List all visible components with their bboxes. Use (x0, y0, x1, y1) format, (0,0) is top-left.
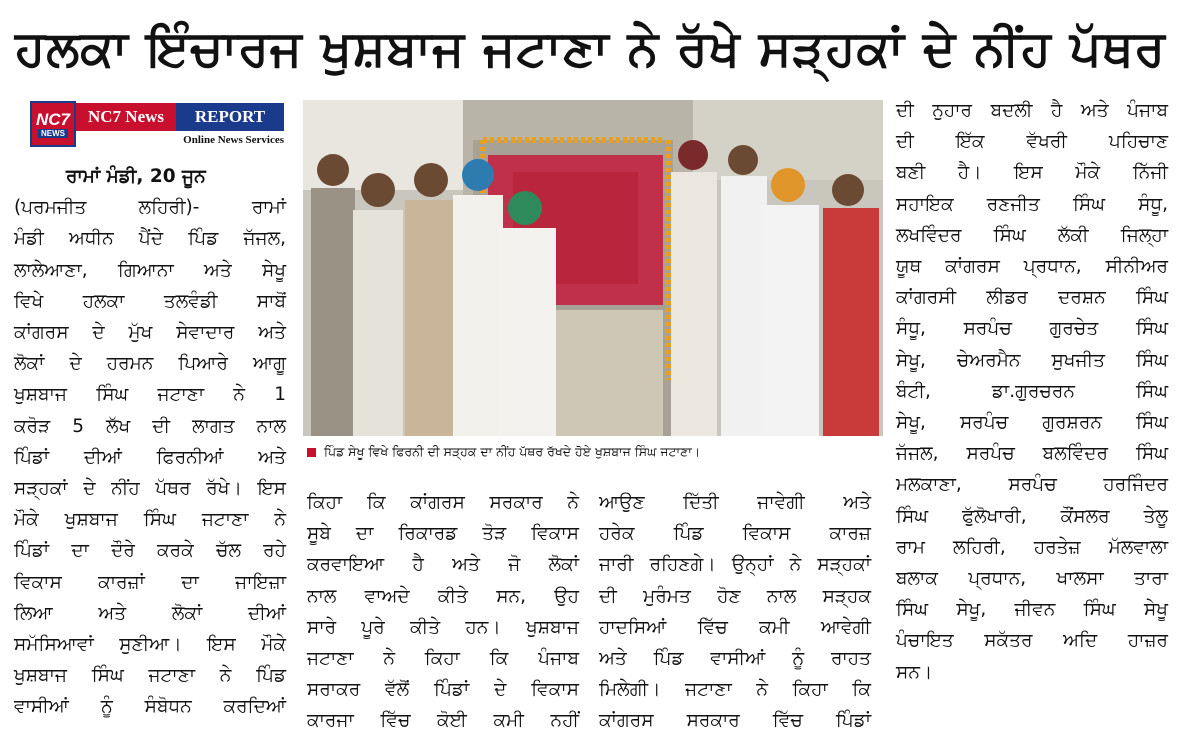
article-line: ਦੀ ਮੁਰੰਮਤ ਹੋਣ ਨਾਲ ਸੜ੍ਹਕ (599, 585, 871, 607)
article-line: ਸੂਬੇ ਦਾ ਰਿਕਾਰਡ ਤੋੜ ਵਿਕਾਸ (307, 523, 579, 545)
article-line: ਖੁਸ਼ਬਾਜ ਸਿੰਘ ਜਟਾਣਾ ਨੇ 1 (14, 384, 286, 406)
article-line: ਯੂਥ ਕਾਂਗਰਸ ਪ੍ਰਧਾਨ, ਸੀਨੀਅਰ (896, 256, 1168, 278)
logo-brand-text: NC7 News (76, 103, 176, 131)
article-line: ਮੌਕੇ ਖੁਸ਼ਬਾਜ ਸਿੰਘ ਜਟਾਣਾ ਨੇ (14, 509, 286, 531)
article-line: ਕਰੋੜ 5 ਲੱਖ ਦੀ ਲਾਗਤ ਨਾਲ (14, 415, 286, 437)
article-line: ਜਾਰੀ ਰਹਿਣਗੇ। ਉਨ੍ਹਾਂ ਨੇ ਸੜ੍ਹਕਾਂ (599, 554, 871, 576)
photo-image-icon (303, 100, 883, 436)
article-column-1 (14, 161, 286, 723)
article-line: ਪਿੰਡਾਂ ਦੀਆਂ ਫਿਰਨੀਆਂ ਅਤੇ (14, 446, 286, 468)
article-line: ਸਰਾਕਰ ਵੱਲੋਂ ਪਿੰਡਾਂ ਦੇ ਵਿਕਾਸ (307, 679, 579, 701)
article-line: ਵਿਕਾਸ ਕਾਰਜ਼ਾਂ ਦਾ ਜਾਇਜ਼ਾ (14, 571, 286, 593)
nc7-badge-icon: NC7 NEWS (30, 101, 76, 147)
article-line: ਕਾਂਗਰਸ ਦੇ ਮੁੱਖ ਸੇਵਾਦਾਰ ਅਤੇ (14, 322, 286, 344)
article-line: ਸਨ। (896, 661, 933, 683)
article-column-3 (599, 487, 871, 737)
article-column-2 (307, 487, 579, 737)
article-line: ਕਰਵਾਇਆ ਹੈ ਅਤੇ ਜੋ ਲੋਕਾਂ (307, 554, 579, 576)
article-line: ਬਣੀ ਹੈ। ਇਸ ਮੌਕੇ ਨਿੱਜੀ (896, 162, 1168, 184)
article-line: ਸੰਧੂ, ਸਰਪੰਚ ਗੁਰਚੇਤ ਸਿੰਘ (896, 318, 1168, 340)
article-line: ਰਾਮਾਂ ਮੰਡੀ, 20 ਜੂਨ (66, 166, 206, 187)
article-line: ਹਰੇਕ ਪਿੰਡ ਵਿਕਾਸ ਕਾਰਜ਼ (599, 523, 871, 545)
article-line: ਸਾਰੇ ਪੂਰੇ ਕੀਤੇ ਹਨ। ਖੁਸ਼ਬਾਜ (307, 616, 579, 638)
article-line: ਲਿਆ ਅਤੇ ਲੋਕਾਂ ਦੀਆਂ (14, 602, 286, 624)
article-line: ਆਉਣ ਦਿੱਤੀ ਜਾਵੇਗੀ ਅਤੇ (599, 492, 871, 513)
article-line: ਦੀ ਇੱਕ ਵੱਖਰੀ ਪਹਿਚਾਣ (896, 131, 1168, 153)
article-line: ਖੁਸ਼ਬਾਜ ਸਿੰਘ ਜਟਾਣਾ ਨੇ ਪਿੰਡ (14, 665, 286, 687)
article-line: ਪੰਚਾਇਤ ਸਕੱਤਰ ਅਦਿ ਹਾਜ਼ਰ (896, 630, 1168, 652)
logo-subtitle: Online News Services (183, 134, 284, 146)
article-line: ਸਿੰਘ ਫੁੱਲੋਖਾਰੀ, ਕੌਂਸਲਰ ਤੇਲੂ (896, 505, 1168, 527)
article-line: ਮੰਡੀ ਅਧੀਨ ਪੈਂਦੇ ਪਿੰਡ ਜੱਜਲ, (14, 228, 286, 250)
article-line: ਲਖਵਿੰਦਰ ਸਿੰਘ ਲੱਕੀ ਜਿਲ੍ਹਾ (896, 224, 1168, 246)
article-line: ਕਾਂਗਰਸੀ ਲੀਡਰ ਦਰਸ਼ਨ ਸਿੰਘ (896, 287, 1168, 309)
article-line: ਸਮੱਸਿਆਵਾਂ ਸੁਣੀਆ। ਇਸ ਮੌਕੇ (14, 634, 286, 656)
article-line: ਲੋਕਾਂ ਦੇ ਹਰਮਨ ਪਿਆਰੇ ਆਗੂ (14, 353, 286, 375)
headline: ਹਲਕਾ ਇੰਚਾਰਜ ਖੁਸ਼ਬਾਜ ਜਟਾਣਾ ਨੇ ਰੱਖੇ ਸੜ੍ਹਕਾਂ ਦੇ ਨੀਂਹ ਪੱਥਰ (15, 20, 1166, 77)
nc7-news-logo (30, 101, 284, 151)
article-line: ਨਾਲ ਵਾਅਦੇ ਕੀਤੇ ਸਨ, ਉਹ (307, 585, 579, 607)
photo-caption: ਪਿੰਡ ਸੇਖੂ ਵਿਖੇ ਫਿਰਨੀ ਦੀ ਸੜ੍ਹਕ ਦਾ ਨੀਂਹ ਪੱਥਰ ਰੱਖਦੇ ਹੋਏ ਖੁਸ਼ਬਾਜ ਸਿੰਘ ਜਟਾਣਾ। (307, 443, 881, 461)
article-line: ਪਿੰਡਾਂ ਦਾ ਦੌਰੇ ਕਰਕੇ ਚੱਲ ਰਹੇ (14, 540, 286, 562)
article-line: ਸੜ੍ਹਕਾਂ ਦੇ ਨੀਂਹ ਪੱਥਰ ਰੱਖੇ। ਇਸ (14, 478, 286, 500)
article-line: ਅਤੇ ਪਿੰਡ ਵਾਸੀਆਂ ਨੂੰ ਰਾਹਤ (599, 648, 871, 670)
article-line: ਵਾਸੀਆਂ ਨੂੰ ਸੰਬੋਧਨ ਕਰਦਿਆਂ (14, 696, 286, 718)
news-photo (303, 100, 883, 436)
article-line: (ਪਰਮਜੀਤ ਲਹਿਰੀ)- ਰਾਮਾਂ (14, 197, 286, 219)
article-column-4 (896, 95, 1168, 688)
article-line: ਕਿਹਾ ਕਿ ਕਾਂਗਰਸ ਸਰਕਾਰ ਨੇ (307, 492, 579, 513)
article-line: ਮਿਲੇਗੀ। ਜਟਾਣਾ ਨੇ ਕਿਹਾ ਕਿ (599, 679, 871, 701)
article-line: ਮਲਕਾਣਾ, ਸਰਪੰਚ ਹਰਜਿੰਦਰ (896, 474, 1168, 496)
article-line: ਬਲਾਕ ਪ੍ਰਧਾਨ, ਖਾਲਸਾ ਤਾਰਾ (896, 568, 1168, 590)
article-line: ਸੇਖੂ, ਚੇਅਰਮੈਨ ਸੁਖਜੀਤ ਸਿੰਘ (896, 349, 1168, 371)
article-line: ਵਿਖੇ ਹਲਕਾ ਤਲਵੰਡੀ ਸਾਬੋਂ (14, 290, 286, 312)
article-line: ਸਹਾਇਕ ਰਣਜੀਤ ਸਿੰਘ ਸੰਧੂ, (896, 193, 1168, 215)
article-line: ਸਿੰਘ ਸੇਖੂ, ਜੀਵਨ ਸਿੰਘ ਸੇਖੂ (896, 599, 1168, 621)
article-line: ਸੇਖੂ, ਸਰਪੰਚ ਗੁਰਸ਼ਰਨ ਸਿੰਘ (896, 412, 1168, 434)
article-line: ਦੀ ਨੁਹਾਰ ਬਦਲੀ ਹੈ ਅਤੇ ਪੰਜਾਬ (896, 100, 1168, 121)
article-line: ਲਾਲੇਆਣਾ, ਗਿਆਨਾ ਅਤੇ ਸੇਖੂ (14, 259, 286, 281)
caption-marker-icon (307, 448, 316, 457)
logo-report-text: REPORT (176, 103, 284, 131)
article-line: ਰਾਮ ਲਹਿਰੀ, ਹਰਤੇਜ਼ ਮੱਲਵਾਲਾ (896, 536, 1168, 558)
article-line: ਜੱਜਲ, ਸਰਪੰਚ ਬਲਵਿੰਦਰ ਸਿੰਘ (896, 443, 1168, 465)
article-line: ਜਟਾਣਾ ਨੇ ਕਿਹਾ ਕਿ ਪੰਜਾਬ (307, 648, 579, 670)
article-line: ਹਾਦਸਿਆਂ ਵਿੱਚ ਕਮੀ ਆਵੇਗੀ (599, 616, 871, 638)
article-line: ਕਾਂਗਰਸ ਸਰਕਾਰ ਵਿੱਚ ਪਿੰਡਾਂ (599, 710, 871, 732)
article-line: ਬੰਟੀ, ਡਾ.ਗੁਰਚਰਨ ਸਿੰਘ (896, 380, 1168, 402)
article-line: ਕਾਰਜਾ ਵਿੱਚ ਕੋਈ ਕਮੀ ਨਹੀਂ (307, 710, 579, 732)
